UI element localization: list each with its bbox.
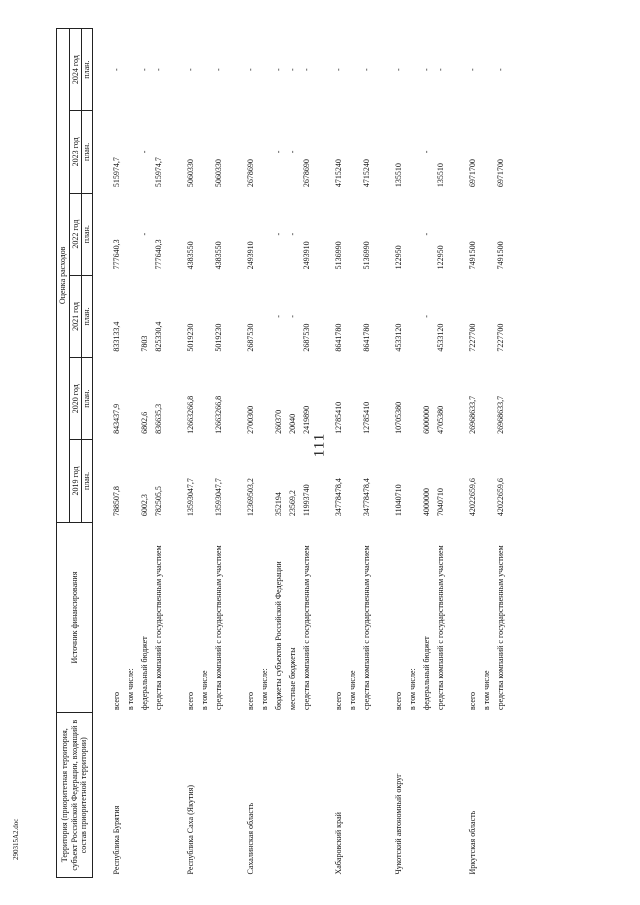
header-year: 2022 год	[69, 193, 82, 275]
region-name-empty	[361, 713, 375, 878]
value-cell: 135510	[393, 163, 403, 188]
value-cell: -	[361, 68, 371, 71]
spacer-row	[227, 29, 245, 878]
source-label: всего	[393, 691, 403, 710]
value-cell: 2687530	[301, 323, 311, 352]
value-cell: 5136990	[333, 241, 343, 270]
table-row	[111, 29, 125, 878]
source-label: средства компаний с государственным участием	[435, 545, 445, 710]
value-cell: -	[273, 150, 283, 154]
value-cell: -	[273, 68, 283, 71]
value-cell	[407, 275, 421, 357]
region-name: Республика Саха (Якутия)	[185, 784, 195, 875]
table-row	[393, 29, 407, 878]
value-cell: 8641780	[361, 323, 371, 352]
value-cell: -	[213, 68, 223, 71]
value-cell: -	[287, 150, 297, 154]
value-cell	[125, 193, 139, 275]
region-name-empty	[301, 713, 315, 878]
value-cell: 12369503,2	[245, 478, 255, 517]
value-cell: 4715240	[333, 159, 343, 188]
value-cell: -	[435, 68, 445, 71]
source-label: в том числе	[481, 670, 491, 710]
table-row	[139, 29, 153, 878]
region-name: Чукотский автономный округ	[393, 773, 403, 875]
header-plan: план.	[82, 193, 93, 275]
value-cell	[259, 29, 273, 111]
region-name-empty	[153, 713, 167, 878]
header-year: 2020 год	[69, 358, 82, 440]
value-cell: 6002,3	[139, 494, 149, 517]
source-label: всего	[185, 691, 195, 710]
value-cell: 8641780	[333, 323, 343, 352]
value-cell: 11040710	[393, 484, 403, 517]
source-label: средства компаний с государственным участием	[361, 545, 371, 710]
value-cell: 135510	[435, 163, 445, 188]
table-body	[92, 29, 509, 878]
value-cell	[259, 275, 273, 357]
spacer-row	[375, 29, 393, 878]
value-cell: 13593047,7	[213, 478, 223, 517]
header-year: 2023 год	[69, 111, 82, 193]
value-cell: 777640,3	[111, 239, 121, 270]
value-cell: -	[273, 315, 283, 318]
value-cell	[125, 111, 139, 193]
value-cell: 515974,7	[153, 157, 163, 188]
value-cell	[259, 358, 273, 440]
value-cell: 836635,3	[153, 403, 163, 434]
value-cell: 5019230	[213, 323, 223, 352]
table-row	[407, 29, 421, 878]
header-estimate: Оценка расходов	[57, 29, 70, 523]
value-cell: 34778478,4	[333, 478, 343, 517]
value-cell: 7491500	[495, 241, 505, 270]
value-cell: -	[287, 68, 297, 71]
value-cell: 12663266,8	[213, 395, 223, 434]
value-cell: 515974,7	[111, 157, 121, 188]
region-name-empty	[213, 713, 227, 878]
value-cell	[125, 358, 139, 440]
value-cell	[481, 440, 495, 522]
region-name: Хабаровский край	[333, 812, 343, 875]
table-row	[347, 29, 361, 878]
value-cell	[259, 193, 273, 275]
value-cell: 13593047,7	[185, 478, 195, 517]
value-cell	[481, 358, 495, 440]
value-cell: 2700300	[245, 405, 255, 434]
header-plan: план.	[82, 29, 93, 111]
value-cell: 4533120	[393, 323, 403, 352]
value-cell: 34778478,4	[361, 478, 371, 517]
source-label: всего	[467, 691, 477, 710]
header-plan: план.	[82, 111, 93, 193]
table-row	[213, 29, 227, 878]
value-cell: 2678690	[301, 159, 311, 188]
value-cell: -	[421, 68, 431, 71]
source-label: в том числе:	[259, 668, 269, 710]
value-cell: -	[421, 315, 431, 318]
source-label: средства компаний с государственным участием	[301, 545, 311, 710]
value-cell: -	[287, 232, 297, 236]
value-cell	[347, 275, 361, 357]
value-cell	[407, 358, 421, 440]
spacer-row	[315, 29, 333, 878]
spacer-row	[167, 29, 185, 878]
value-cell	[125, 275, 139, 357]
value-cell: 6000000	[421, 405, 431, 434]
table-row	[199, 29, 213, 878]
region-name-empty	[125, 713, 139, 878]
table-row	[287, 29, 301, 878]
value-cell	[481, 193, 495, 275]
source-label: всего	[333, 691, 343, 710]
value-cell: 5060330	[185, 159, 195, 188]
value-cell: -	[185, 68, 195, 71]
value-cell: 20040	[287, 413, 297, 434]
table-row	[125, 29, 139, 878]
value-cell	[481, 275, 495, 357]
region-name-empty	[139, 713, 153, 878]
value-cell: 122950	[393, 245, 403, 270]
value-cell	[407, 193, 421, 275]
value-cell	[347, 358, 361, 440]
value-cell: 4705380	[435, 405, 445, 434]
value-cell	[347, 193, 361, 275]
table-row	[495, 29, 509, 878]
region-name-empty	[199, 713, 213, 878]
value-cell	[407, 440, 421, 522]
value-cell	[481, 29, 495, 111]
value-cell: 122950	[435, 245, 445, 270]
value-cell: 4533120	[435, 323, 445, 352]
source-label: средства компаний с государственным участием	[495, 545, 505, 710]
value-cell: -	[111, 68, 121, 71]
value-cell: 6971700	[495, 159, 505, 188]
value-cell: -	[421, 150, 431, 154]
value-cell: 7040710	[435, 488, 445, 517]
value-cell: -	[139, 68, 149, 71]
value-cell: 7227700	[467, 323, 477, 352]
value-cell: -	[153, 68, 163, 71]
source-label: федеральный бюджет	[421, 636, 431, 710]
value-cell: 12663266,8	[185, 395, 195, 434]
value-cell: 26968633,7	[495, 395, 505, 434]
header-year: 2019 год	[69, 440, 82, 522]
value-cell: -	[139, 150, 149, 154]
value-cell	[259, 440, 273, 522]
region-name: Сахалинская область	[245, 802, 255, 875]
header-plan: план.	[82, 275, 93, 357]
value-cell	[199, 29, 213, 111]
value-cell: 788507,8	[111, 486, 121, 517]
table-row	[185, 29, 199, 878]
value-cell: 12785410	[333, 401, 343, 434]
value-cell: 42022659,6	[495, 478, 505, 517]
region-name-empty	[287, 713, 301, 878]
value-cell: 12785410	[361, 401, 371, 434]
source-label: в том числе:	[125, 668, 135, 710]
table-row	[301, 29, 315, 878]
header-plan: план.	[82, 358, 93, 440]
value-cell: 782505,5	[153, 486, 163, 517]
table-row	[259, 29, 273, 878]
value-cell: -	[273, 232, 283, 236]
region-name-empty	[347, 713, 361, 878]
expenditure-table	[56, 28, 509, 878]
rotated-table-container	[56, 28, 578, 878]
table-row	[467, 29, 481, 878]
region-name-empty	[435, 713, 449, 878]
value-cell: -	[245, 68, 255, 71]
value-cell: 7803	[139, 335, 149, 352]
spacer-row	[449, 29, 467, 878]
header-year: 2021 год	[69, 275, 82, 357]
value-cell: -	[287, 315, 297, 318]
region-name: Иркутская область	[467, 810, 477, 875]
value-cell	[481, 111, 495, 193]
region-name-empty	[407, 713, 421, 878]
source-label: в том числе	[347, 670, 357, 710]
value-cell: 843437,9	[111, 403, 121, 434]
value-cell: 42022659,6	[467, 478, 477, 517]
table-row	[245, 29, 259, 878]
value-cell: 6971700	[467, 159, 477, 188]
value-cell: 4715240	[361, 159, 371, 188]
value-cell: 26968633,7	[467, 395, 477, 434]
value-cell: 6802,6	[139, 411, 149, 434]
value-cell: 5060330	[213, 159, 223, 188]
source-label: в том числе:	[407, 668, 417, 710]
value-cell	[199, 193, 213, 275]
source-label: федеральный бюджет	[139, 636, 149, 710]
table-header	[57, 29, 93, 878]
value-cell	[259, 111, 273, 193]
table-row	[435, 29, 449, 878]
value-cell: 4383550	[213, 241, 223, 270]
value-cell: -	[139, 232, 149, 236]
value-cell	[347, 29, 361, 111]
table-row	[361, 29, 375, 878]
value-cell: 11993740	[301, 484, 311, 517]
source-label: местные бюджеты	[287, 647, 297, 710]
region-name-empty	[421, 713, 435, 878]
header-plan: план.	[82, 440, 93, 522]
value-cell: 2493910	[301, 241, 311, 270]
value-cell: 10705380	[393, 401, 403, 434]
header-territory: Территория (приоритетная территория, субъект Российской Федерации, входящий в состав приоритетной территории)	[57, 713, 93, 878]
table-row	[273, 29, 287, 878]
value-cell: 2493910	[245, 241, 255, 270]
table-row	[153, 29, 167, 878]
value-cell	[407, 29, 421, 111]
region-name-empty	[273, 713, 287, 878]
source-label: всего	[111, 691, 121, 710]
header-year: 2024 год	[69, 29, 82, 111]
source-label: средства компаний с государственным участием	[153, 545, 163, 710]
header-source: Источник финансирования	[57, 522, 93, 713]
region-name-empty	[495, 713, 509, 878]
region-name: Республика Бурятия	[111, 805, 121, 875]
value-cell	[199, 440, 213, 522]
value-cell: 4383550	[185, 241, 195, 270]
value-cell	[199, 111, 213, 193]
value-cell: 5136990	[361, 241, 371, 270]
value-cell: 260370	[273, 409, 283, 434]
source-label: средства компаний с государственным участием	[213, 545, 223, 710]
value-cell: 352194	[273, 492, 283, 517]
value-cell: 825330,4	[153, 321, 163, 352]
value-cell	[407, 111, 421, 193]
value-cell: 23569,2	[287, 490, 297, 517]
footer-filename: 290315A2.doc	[12, 818, 20, 860]
table-row	[481, 29, 495, 878]
value-cell: 7227700	[495, 323, 505, 352]
value-cell	[199, 358, 213, 440]
value-cell: -	[301, 68, 311, 71]
value-cell	[125, 440, 139, 522]
region-name-empty	[259, 713, 273, 878]
value-cell: 833133,4	[111, 321, 121, 352]
value-cell: 2687530	[245, 323, 255, 352]
page-number: 111	[311, 432, 328, 458]
value-cell: -	[467, 68, 477, 71]
source-label: всего	[245, 691, 255, 710]
value-cell: 7491500	[467, 241, 477, 270]
value-cell: -	[393, 68, 403, 71]
source-label: в том числе	[199, 670, 209, 710]
value-cell: 2678690	[245, 159, 255, 188]
value-cell: 2419890	[301, 405, 311, 434]
value-cell	[347, 111, 361, 193]
value-cell: 5019230	[185, 323, 195, 352]
value-cell: 777640,3	[153, 239, 163, 270]
table-row	[421, 29, 435, 878]
table-row	[333, 29, 347, 878]
value-cell	[125, 29, 139, 111]
value-cell: 4000000	[421, 488, 431, 517]
value-cell: -	[421, 232, 431, 236]
value-cell: -	[495, 68, 505, 71]
spacer-row	[92, 29, 111, 878]
source-label: бюджеты субъектов Российской Федерации	[273, 561, 283, 710]
region-name-empty	[481, 713, 495, 878]
value-cell	[199, 275, 213, 357]
value-cell	[347, 440, 361, 522]
value-cell: -	[333, 68, 343, 71]
